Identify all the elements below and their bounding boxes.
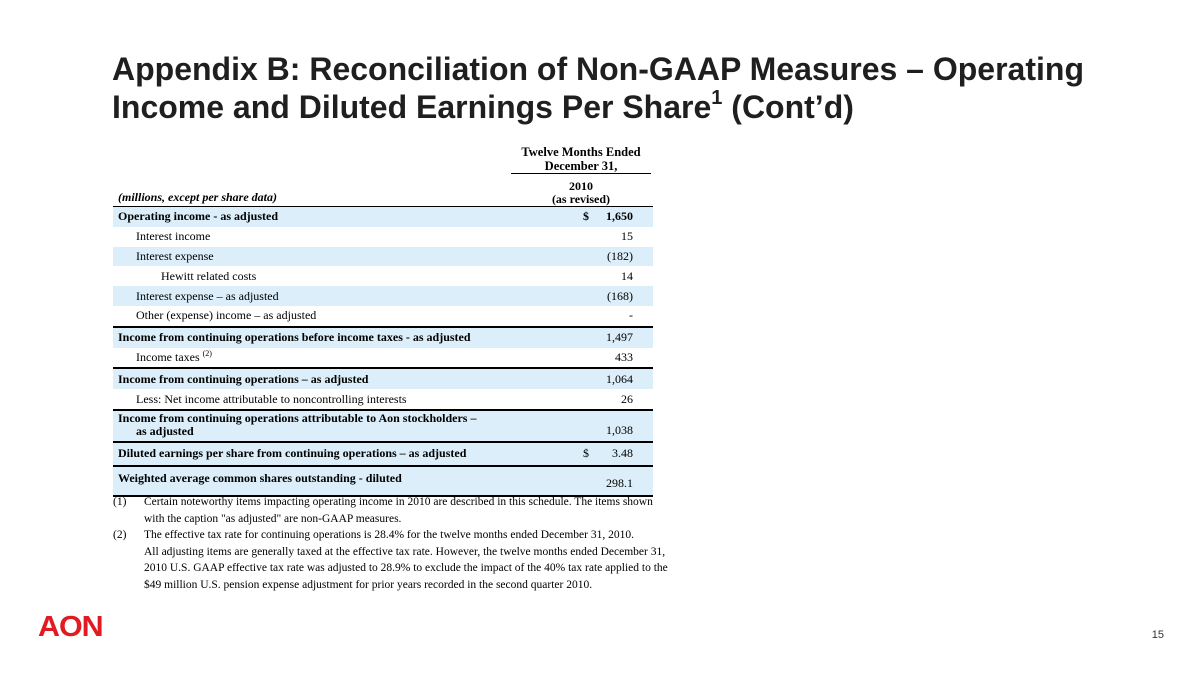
currency-symbol: $ [583, 209, 589, 224]
row-label: Other (expense) income – as adjusted [136, 308, 317, 323]
footnote [113, 527, 673, 593]
aon-logo: AON [38, 611, 103, 643]
table-header [113, 145, 653, 207]
table-row [113, 348, 653, 368]
page-number: 15 [1151, 629, 1164, 641]
footnote-line: Certain noteworthy items impacting operating income in 2010 are described in this schedule. The items shown [144, 496, 653, 508]
row-label: Diluted earnings per share from continuing operations – as adjusted [118, 446, 467, 461]
row-label-text: Income taxes [136, 350, 200, 365]
table-row [113, 247, 653, 267]
row-label: Operating income - as adjusted [118, 209, 278, 224]
footnote-number: (1) [113, 496, 127, 508]
footnote [113, 494, 673, 527]
row-value: 3.48 [612, 446, 633, 461]
row-value: 298.1 [606, 475, 633, 490]
table-row [113, 409, 653, 441]
row-label: Income from continuing operations before income taxes - as adjusted [118, 330, 471, 345]
table-row [113, 227, 653, 247]
row-label [118, 412, 476, 438]
row-value: 26 [621, 391, 633, 406]
row-label-line1: Income from continuing operations attributable to Aon stockholders – [118, 410, 477, 425]
row-label: Interest expense – as adjusted [136, 288, 279, 303]
row-value: (168) [607, 288, 633, 303]
table-row [113, 286, 653, 306]
row-value: 1,038 [606, 422, 633, 437]
footnote-number: (2) [113, 529, 127, 541]
row-label: Hewitt related costs [161, 268, 257, 283]
reconciliation-table [113, 145, 653, 497]
footnote-ref: (2) [202, 349, 212, 359]
row-label-line2: as adjusted [136, 423, 194, 438]
table-row [113, 306, 653, 326]
title-suffix: (Cont’d) [722, 89, 854, 125]
footnotes [113, 494, 673, 593]
year-note: (as revised) [551, 192, 611, 206]
currency-symbol: $ [583, 446, 589, 461]
row-value: 433 [615, 349, 633, 364]
row-value: 14 [621, 268, 633, 283]
row-label: Weighted average common shares outstanding - diluted [118, 470, 402, 485]
period-header-line2: December 31, [544, 159, 618, 173]
table-row [113, 266, 653, 286]
row-value: 1,064 [606, 371, 633, 386]
table-row [113, 207, 653, 227]
title-text: Appendix B: Reconciliation of Non-GAAP Measures – Operating Income and Diluted Earnings Per Share [112, 51, 1084, 125]
footnote-line: $49 million U.S. pension expense adjustment for prior years recorded in the second quarter 2010. [144, 578, 593, 591]
row-label: Interest expense [136, 248, 214, 263]
table-row [113, 389, 653, 409]
row-label [136, 349, 212, 365]
table-row [113, 465, 653, 495]
table-row [113, 367, 653, 389]
row-value: 1,650 [606, 209, 633, 224]
year-text: 2010 [569, 179, 593, 193]
footnote-line: with the caption "as adjusted" are non-GAAP measures. [144, 512, 402, 525]
row-value: 1,497 [606, 330, 633, 345]
row-value: 15 [621, 229, 633, 244]
units-label: (millions, except per share data) [118, 190, 277, 204]
year-header [511, 180, 651, 206]
footnote-line: All adjusting items are generally taxed at the effective tax rate. However, the twelve months ended December 31, [144, 545, 666, 558]
period-header-line1: Twelve Months Ended [521, 145, 641, 159]
title-superscript: 1 [711, 87, 723, 110]
period-underline [511, 173, 651, 174]
row-value: (182) [607, 248, 633, 263]
footnote-line: The effective tax rate for continuing operations is 28.4% for the twelve months ended December 31, 2010. [144, 529, 634, 541]
table-row [113, 326, 653, 348]
row-label: Less: Net income attributable to noncontrolling interests [136, 391, 407, 406]
row-label: Income from continuing operations – as adjusted [118, 371, 369, 386]
row-value: - [629, 308, 633, 323]
table-row [113, 441, 653, 465]
footnote-line: 2010 U.S. GAAP effective tax rate was adjusted to 28.9% to exclude the impact of the 40% tax rate applied to the [144, 562, 668, 574]
slide-title [112, 50, 1172, 126]
row-label: Interest income [136, 229, 211, 244]
period-header [511, 145, 651, 173]
